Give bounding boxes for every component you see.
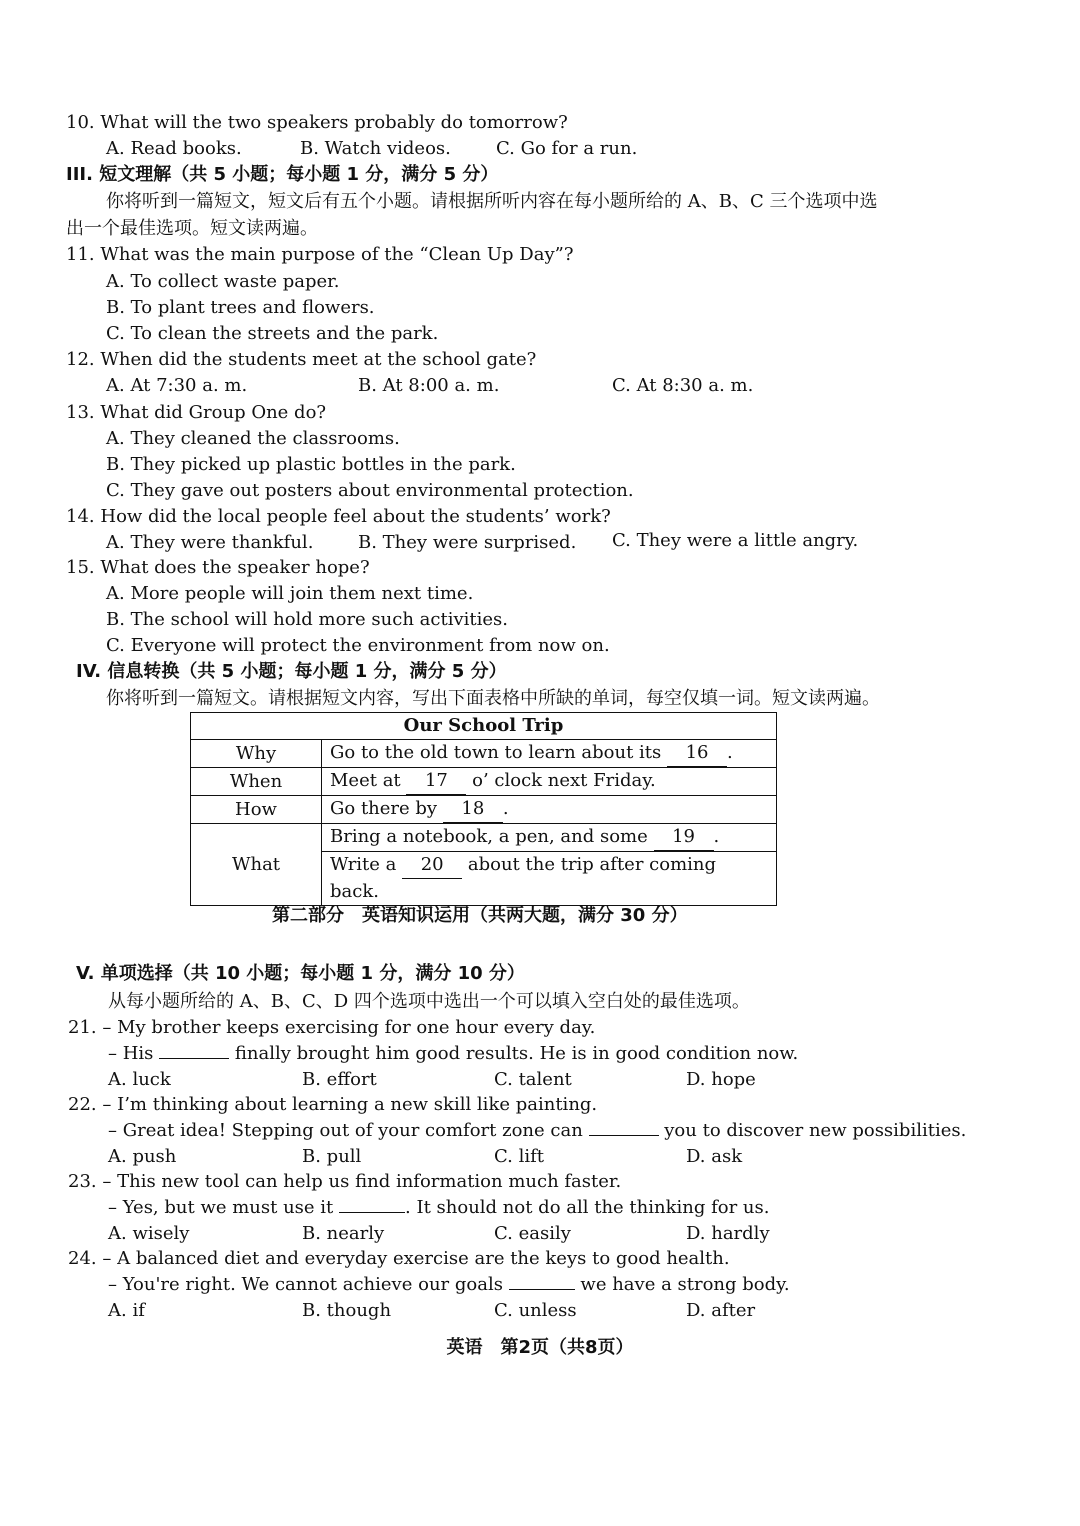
dialogue-line: – Great idea! Stepping out of your comfort zone can you to discover new possibilities. bbox=[108, 1120, 967, 1141]
question-12 bbox=[66, 348, 536, 372]
option-b: B. Watch videos. bbox=[300, 138, 451, 159]
option-a: A. luck bbox=[108, 1069, 171, 1090]
option-b: B. effort bbox=[302, 1069, 377, 1090]
question-23 bbox=[68, 1170, 621, 1194]
section-3-instruction: 你将听到一篇短文，短文后有五个小题。请根据所听内容在每小题所给的 A、B、C 三个选项中选 bbox=[106, 191, 878, 212]
option-d: D. hardly bbox=[686, 1223, 770, 1244]
section-3-title: III. 短文理解（共 5 小题；每小题 1 分，满分 5 分） bbox=[66, 164, 499, 185]
answer-blank bbox=[339, 1212, 405, 1213]
option-d: D. ask bbox=[686, 1146, 743, 1167]
option-a: A. At 7:30 a. m. bbox=[106, 375, 248, 396]
question-number: 11. bbox=[66, 244, 95, 265]
option-a: A. wisely bbox=[108, 1223, 190, 1244]
option-b: B. They picked up plastic bottles in the park. bbox=[106, 454, 516, 475]
option-c: C. talent bbox=[494, 1069, 572, 1090]
option-a: A. To collect waste paper. bbox=[106, 271, 340, 292]
question-text: How did the local people feel about the students’ work? bbox=[100, 506, 611, 527]
option-b: B. They were surprised. bbox=[358, 532, 577, 553]
question-text: What did Group One do? bbox=[100, 402, 327, 423]
question-15 bbox=[66, 556, 370, 580]
dialogue-line: – This new tool can help us find information much faster. bbox=[102, 1171, 622, 1192]
answer-blank-18: 18 bbox=[443, 796, 503, 823]
option-b: B. nearly bbox=[302, 1223, 385, 1244]
question-number: 10. bbox=[66, 112, 95, 133]
question-number: 21. bbox=[68, 1017, 97, 1038]
dialogue-line: – His finally brought him good results. He is in good condition now. bbox=[108, 1043, 799, 1064]
question-21 bbox=[68, 1016, 595, 1040]
option-c: C. unless bbox=[494, 1300, 577, 1321]
question-text: What does the speaker hope? bbox=[100, 557, 370, 578]
option-c: C. easily bbox=[494, 1223, 571, 1244]
question-14 bbox=[66, 505, 611, 529]
school-trip-table bbox=[190, 712, 777, 906]
question-number: 12. bbox=[66, 349, 95, 370]
question-text: When did the students meet at the school gate? bbox=[100, 349, 537, 370]
section-3-instruction-cont: 出一个最佳选项。短文读两遍。 bbox=[66, 218, 318, 239]
question-11 bbox=[66, 243, 573, 267]
dialogue-line: – Yes, but we must use it . It should not do all the thinking for us. bbox=[108, 1197, 770, 1218]
question-number: 13. bbox=[66, 402, 95, 423]
answer-blank-20: 20 bbox=[402, 852, 462, 879]
question-number: 22. bbox=[68, 1094, 97, 1115]
table-row-why bbox=[191, 740, 777, 768]
option-b: B. To plant trees and flowers. bbox=[106, 297, 375, 318]
section-4-title: IV. 信息转换（共 5 小题；每小题 1 分，满分 5 分） bbox=[76, 661, 507, 682]
row-content: Go there by 18 . bbox=[322, 796, 777, 824]
option-c: C. They were a little angry. bbox=[612, 530, 859, 551]
option-c: C. To clean the streets and the park. bbox=[106, 323, 439, 344]
question-22 bbox=[68, 1093, 597, 1117]
option-c: C. They gave out posters about environmental protection. bbox=[106, 480, 634, 501]
option-a: A. More people will join them next time. bbox=[106, 583, 474, 604]
table-row-how bbox=[191, 796, 777, 824]
row-content: Meet at 17 o’ clock next Friday. bbox=[322, 768, 777, 796]
section-5-instruction: 从每小题所给的 A、B、C、D 四个选项中选出一个可以填入空白处的最佳选项。 bbox=[108, 991, 750, 1012]
dialogue-line: – My brother keeps exercising for one hour every day. bbox=[102, 1017, 596, 1038]
row-label: Why bbox=[191, 740, 322, 768]
answer-blank bbox=[159, 1058, 229, 1059]
question-number: 24. bbox=[68, 1248, 97, 1269]
question-text: What will the two speakers probably do tomorrow? bbox=[100, 112, 568, 133]
page-footer: 英语 第2页（共8页） bbox=[446, 1337, 634, 1358]
question-text: What was the main purpose of the “Clean Up Day”? bbox=[100, 244, 574, 265]
table-row-when bbox=[191, 768, 777, 796]
option-b: B. At 8:00 a. m. bbox=[358, 375, 500, 396]
section-5-title: V. 单项选择（共 10 小题；每小题 1 分，满分 10 分） bbox=[76, 963, 525, 984]
option-a: A. Read books. bbox=[106, 138, 242, 159]
table-title-row bbox=[191, 713, 777, 740]
row-label: When bbox=[191, 768, 322, 796]
option-b: B. though bbox=[302, 1300, 392, 1321]
answer-blank-17: 17 bbox=[406, 768, 466, 795]
section-4-instruction: 你将听到一篇短文。请根据短文内容，写出下面表格中所缺的单词，每空仅填一词。短文读两遍。 bbox=[106, 688, 880, 709]
option-d: D. hope bbox=[686, 1069, 756, 1090]
question-number: 14. bbox=[66, 506, 95, 527]
option-a: A. if bbox=[108, 1300, 145, 1321]
row-label: How bbox=[191, 796, 322, 824]
option-c: C. lift bbox=[494, 1146, 544, 1167]
table-title: Our School Trip bbox=[191, 713, 777, 740]
question-10 bbox=[66, 111, 568, 135]
table-row-what-1 bbox=[191, 824, 777, 852]
option-a: A. They were thankful. bbox=[106, 532, 314, 553]
answer-blank bbox=[509, 1289, 575, 1290]
option-c: C. At 8:30 a. m. bbox=[612, 375, 754, 396]
question-number: 15. bbox=[66, 557, 95, 578]
option-c: C. Everyone will protect the environment from now on. bbox=[106, 635, 610, 656]
row-label: What bbox=[191, 824, 322, 906]
answer-blank bbox=[589, 1135, 659, 1136]
row-content: Write a 20 about the trip after coming back. bbox=[322, 852, 777, 906]
option-a: A. push bbox=[108, 1146, 177, 1167]
part-2-title: 第二部分 英语知识运用（共两大题，满分 30 分） bbox=[272, 905, 688, 926]
answer-blank-19: 19 bbox=[654, 824, 714, 851]
option-b: B. pull bbox=[302, 1146, 362, 1167]
option-b: B. The school will hold more such activities. bbox=[106, 609, 508, 630]
row-content: Go to the old town to learn about its 16 . bbox=[322, 740, 777, 768]
answer-blank-16: 16 bbox=[667, 740, 727, 767]
question-24 bbox=[68, 1247, 730, 1271]
question-number: 23. bbox=[68, 1171, 97, 1192]
option-c: C. Go for a run. bbox=[496, 138, 638, 159]
dialogue-line: – I’m thinking about learning a new skill like painting. bbox=[102, 1094, 598, 1115]
dialogue-line: – A balanced diet and everyday exercise are the keys to good health. bbox=[102, 1248, 730, 1269]
option-d: D. after bbox=[686, 1300, 756, 1321]
question-13 bbox=[66, 401, 326, 425]
row-content: Bring a notebook, a pen, and some 19 . bbox=[322, 824, 777, 852]
option-a: A. They cleaned the classrooms. bbox=[106, 428, 400, 449]
dialogue-line: – You're right. We cannot achieve our goals we have a strong body. bbox=[108, 1274, 790, 1295]
